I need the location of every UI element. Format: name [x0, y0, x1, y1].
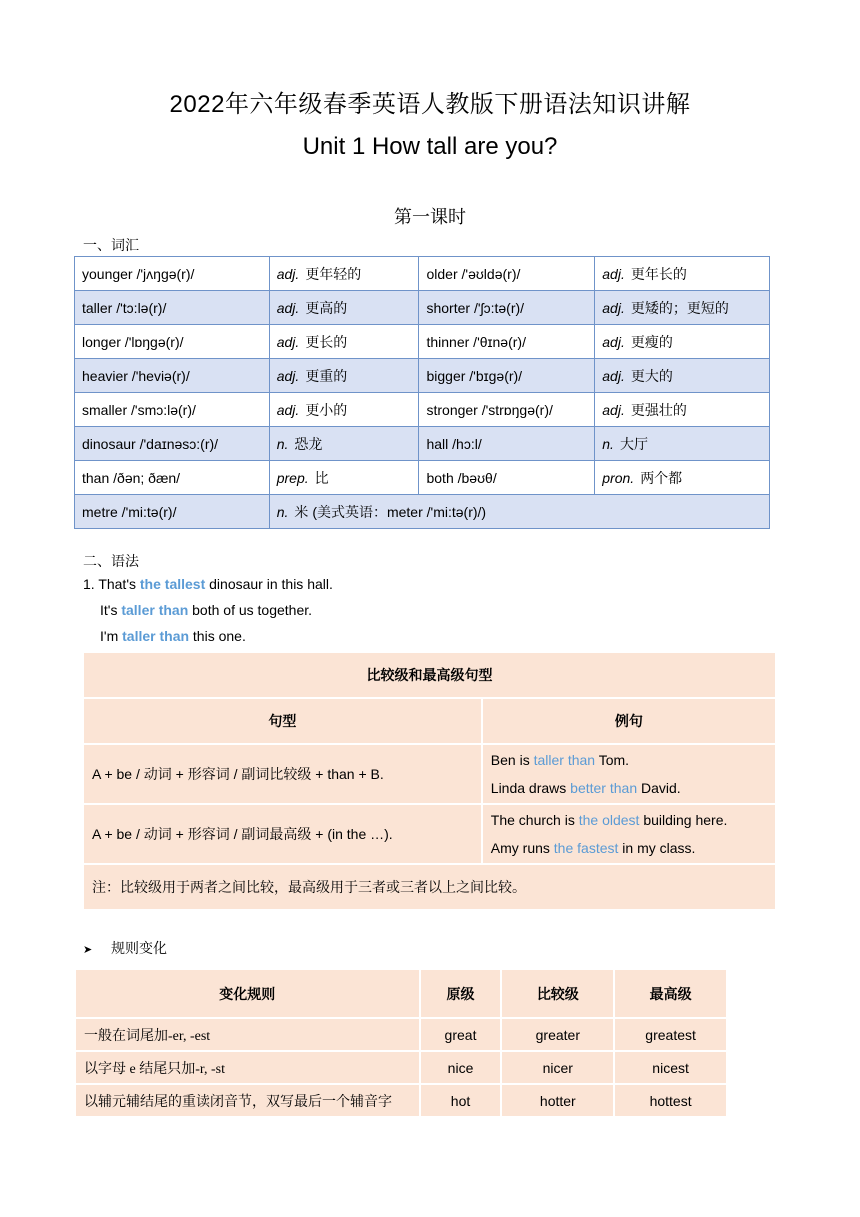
part-of-speech: n.	[602, 435, 614, 452]
vocab-row	[75, 291, 770, 325]
rules-header-comparative: 比较级	[501, 969, 614, 1018]
vocab-meaning	[269, 393, 419, 427]
vocab-meaning	[595, 427, 770, 461]
text: 1. That's	[83, 576, 140, 592]
rules-header-superlative: 最高级	[614, 969, 727, 1018]
vocab-table	[74, 256, 770, 529]
chinese-meaning: 米	[294, 505, 309, 521]
rules-header-positive: 原级	[420, 969, 502, 1018]
part-of-speech: adj.	[276, 299, 300, 316]
pattern-examples	[482, 744, 776, 804]
grammar-example-line	[83, 623, 333, 649]
highlight: the fastest	[553, 840, 619, 856]
comparative-form: hotter	[501, 1084, 614, 1117]
chinese-meaning: 更强壮的	[630, 403, 687, 419]
rule-description: 以字母 e 结尾只加-r, -st	[75, 1051, 420, 1084]
vocab-meaning	[595, 325, 770, 359]
example-sentence	[491, 746, 767, 774]
part-of-speech: adj.	[602, 299, 625, 316]
vocab-word: dinosaur /'daɪnəsɔ:(r)/	[75, 427, 270, 461]
pattern-column-header: 句型	[83, 698, 482, 744]
section-heading-grammar: 二、语法	[83, 555, 139, 570]
vocab-meaning	[269, 495, 769, 529]
text: Tom.	[595, 752, 630, 768]
pattern-row	[83, 744, 776, 804]
vocab-word: hall /hɔ:l/	[419, 427, 595, 461]
part-of-speech: n.	[276, 435, 289, 452]
vocab-word: thinner /'θɪnə(r)/	[419, 325, 595, 359]
vocab-word: both /bəʊθ/	[419, 461, 595, 495]
chinese-meaning: 更小的	[305, 403, 348, 419]
rule-description: 以辅元辅结尾的重读闭音节，双写最后一个辅音字	[75, 1084, 420, 1117]
rules-row	[75, 1051, 727, 1084]
vocab-word: stronger /'strɒŋɡə(r)/	[419, 393, 595, 427]
vocab-word: taller /'tɔ:lə(r)/	[75, 291, 270, 325]
pattern-row	[83, 804, 776, 864]
vocab-row	[75, 257, 770, 291]
pattern-note: 注：比较级用于两者之间比较，最高级用于三者或三者以上之间比较。	[83, 864, 776, 910]
vocab-word: shorter /'ʃɔ:tə(r)/	[419, 291, 595, 325]
section-heading-vocab: 一、词汇	[83, 239, 139, 254]
vocab-word: than /ðən; ðæn/	[75, 461, 270, 495]
bullet-text: 规则变化	[111, 942, 167, 957]
example-sentence	[491, 834, 767, 862]
part-of-speech: prep.	[276, 469, 309, 486]
chinese-meaning: 更矮的；更短的	[630, 301, 729, 317]
grammar-examples	[83, 571, 333, 649]
text: in my class.	[618, 840, 696, 856]
highlight: taller than	[121, 602, 189, 618]
vocab-row	[75, 495, 770, 529]
bullet-heading	[83, 938, 167, 958]
text: It's	[100, 602, 122, 618]
arrow-right-icon: ➤	[83, 944, 93, 956]
usage-note: (美式英语：meter /'mi:tə(r)/)	[312, 503, 487, 520]
unit-title: Unit 1 How tall are you?	[302, 133, 558, 160]
comparative-form: nicer	[501, 1051, 614, 1084]
chinese-meaning: 两个都	[640, 471, 683, 487]
chinese-meaning: 更重的	[305, 369, 348, 385]
text: this one.	[189, 628, 246, 644]
vocab-row	[75, 359, 770, 393]
part-of-speech: adj.	[276, 265, 300, 282]
part-of-speech: adj.	[276, 333, 300, 350]
vocab-meaning	[595, 257, 770, 291]
vocab-word: smaller /'smɔ:lə(r)/	[75, 393, 270, 427]
text: I'm	[100, 628, 123, 644]
part-of-speech: adj.	[276, 367, 300, 384]
rule-description: 一般在词尾加-er, -est	[75, 1018, 420, 1051]
part-of-speech: pron.	[602, 469, 635, 486]
text: both of us together.	[188, 602, 313, 618]
text: David.	[637, 780, 681, 796]
highlight: the tallest	[139, 576, 206, 592]
highlight: the oldest	[578, 812, 640, 828]
text: Linda draws	[490, 780, 571, 796]
positive-form: hot	[420, 1084, 502, 1117]
text: dinosaur in this hall.	[205, 576, 333, 592]
text: The church is	[490, 812, 579, 828]
example-column-header: 例句	[482, 698, 776, 744]
vocab-meaning	[269, 325, 419, 359]
chinese-meaning: 更年轻的	[305, 267, 362, 283]
text: Ben is	[490, 752, 534, 768]
chinese-meaning: 更瘦的	[630, 335, 673, 351]
grammar-example-line	[83, 597, 333, 623]
highlight: taller than	[533, 752, 596, 768]
chinese-meaning: 更长的	[305, 335, 348, 351]
pattern-table-title: 比较级和最高级句型	[83, 652, 776, 698]
vocab-word: older /'əʊldə(r)/	[419, 257, 595, 291]
rules-header-rule: 变化规则	[75, 969, 420, 1018]
document-title: 2022年六年级春季英语人教版下册语法知识讲解	[169, 91, 691, 118]
chinese-meaning: 大厅	[619, 437, 648, 453]
rules-row	[75, 1084, 727, 1117]
superlative-form: hottest	[614, 1084, 727, 1117]
pattern-formula: A + be / 动词 + 形容词 / 副词比较级 + than + B.	[83, 744, 482, 804]
text: Amy runs	[490, 840, 554, 856]
part-of-speech: adj.	[276, 401, 300, 418]
part-of-speech: adj.	[602, 333, 625, 350]
vocab-meaning	[269, 257, 419, 291]
vocab-word: metre /'mi:tə(r)/	[75, 495, 270, 529]
pattern-formula: A + be / 动词 + 形容词 / 副词最高级 + (in the …).	[83, 804, 482, 864]
vocab-meaning	[595, 461, 770, 495]
chinese-meaning: 比	[314, 471, 329, 487]
rules-row	[75, 1018, 727, 1051]
vocab-meaning	[269, 359, 419, 393]
vocab-meaning	[269, 291, 419, 325]
example-sentence	[491, 806, 767, 834]
chinese-meaning: 恐龙	[294, 437, 323, 453]
part-of-speech: adj.	[602, 367, 625, 384]
pattern-examples	[482, 804, 776, 864]
vocab-row	[75, 461, 770, 495]
highlight: taller than	[122, 628, 190, 644]
example-sentence	[491, 774, 767, 802]
vocab-meaning	[269, 461, 419, 495]
part-of-speech: adj.	[602, 401, 625, 418]
vocab-meaning	[595, 393, 770, 427]
positive-form: great	[420, 1018, 502, 1051]
chinese-meaning: 更大的	[630, 369, 673, 385]
vocab-meaning	[595, 359, 770, 393]
vocab-row	[75, 427, 770, 461]
superlative-form: nicest	[614, 1051, 727, 1084]
part-of-speech: n.	[276, 503, 289, 520]
vocab-meaning	[269, 427, 419, 461]
vocab-row	[75, 325, 770, 359]
chinese-meaning: 更年长的	[630, 267, 687, 283]
vocab-word: heavier /'heviə(r)/	[75, 359, 270, 393]
part-of-speech: adj.	[602, 265, 625, 282]
chinese-meaning: 更高的	[305, 301, 348, 317]
superlative-form: greatest	[614, 1018, 727, 1051]
vocab-row	[75, 393, 770, 427]
lesson-title: 第一课时	[394, 207, 466, 227]
sentence-pattern-table	[82, 651, 777, 911]
vocab-word: younger /'jʌŋɡə(r)/	[75, 257, 270, 291]
comparative-form: greater	[501, 1018, 614, 1051]
vocab-word: longer /'lɒŋɡə(r)/	[75, 325, 270, 359]
comparison-rules-table	[74, 968, 728, 1118]
grammar-example-line	[83, 571, 333, 597]
text: building here.	[639, 812, 728, 828]
highlight: better than	[570, 780, 638, 796]
vocab-meaning	[595, 291, 770, 325]
vocab-word: bigger /'bɪɡə(r)/	[419, 359, 595, 393]
positive-form: nice	[420, 1051, 502, 1084]
